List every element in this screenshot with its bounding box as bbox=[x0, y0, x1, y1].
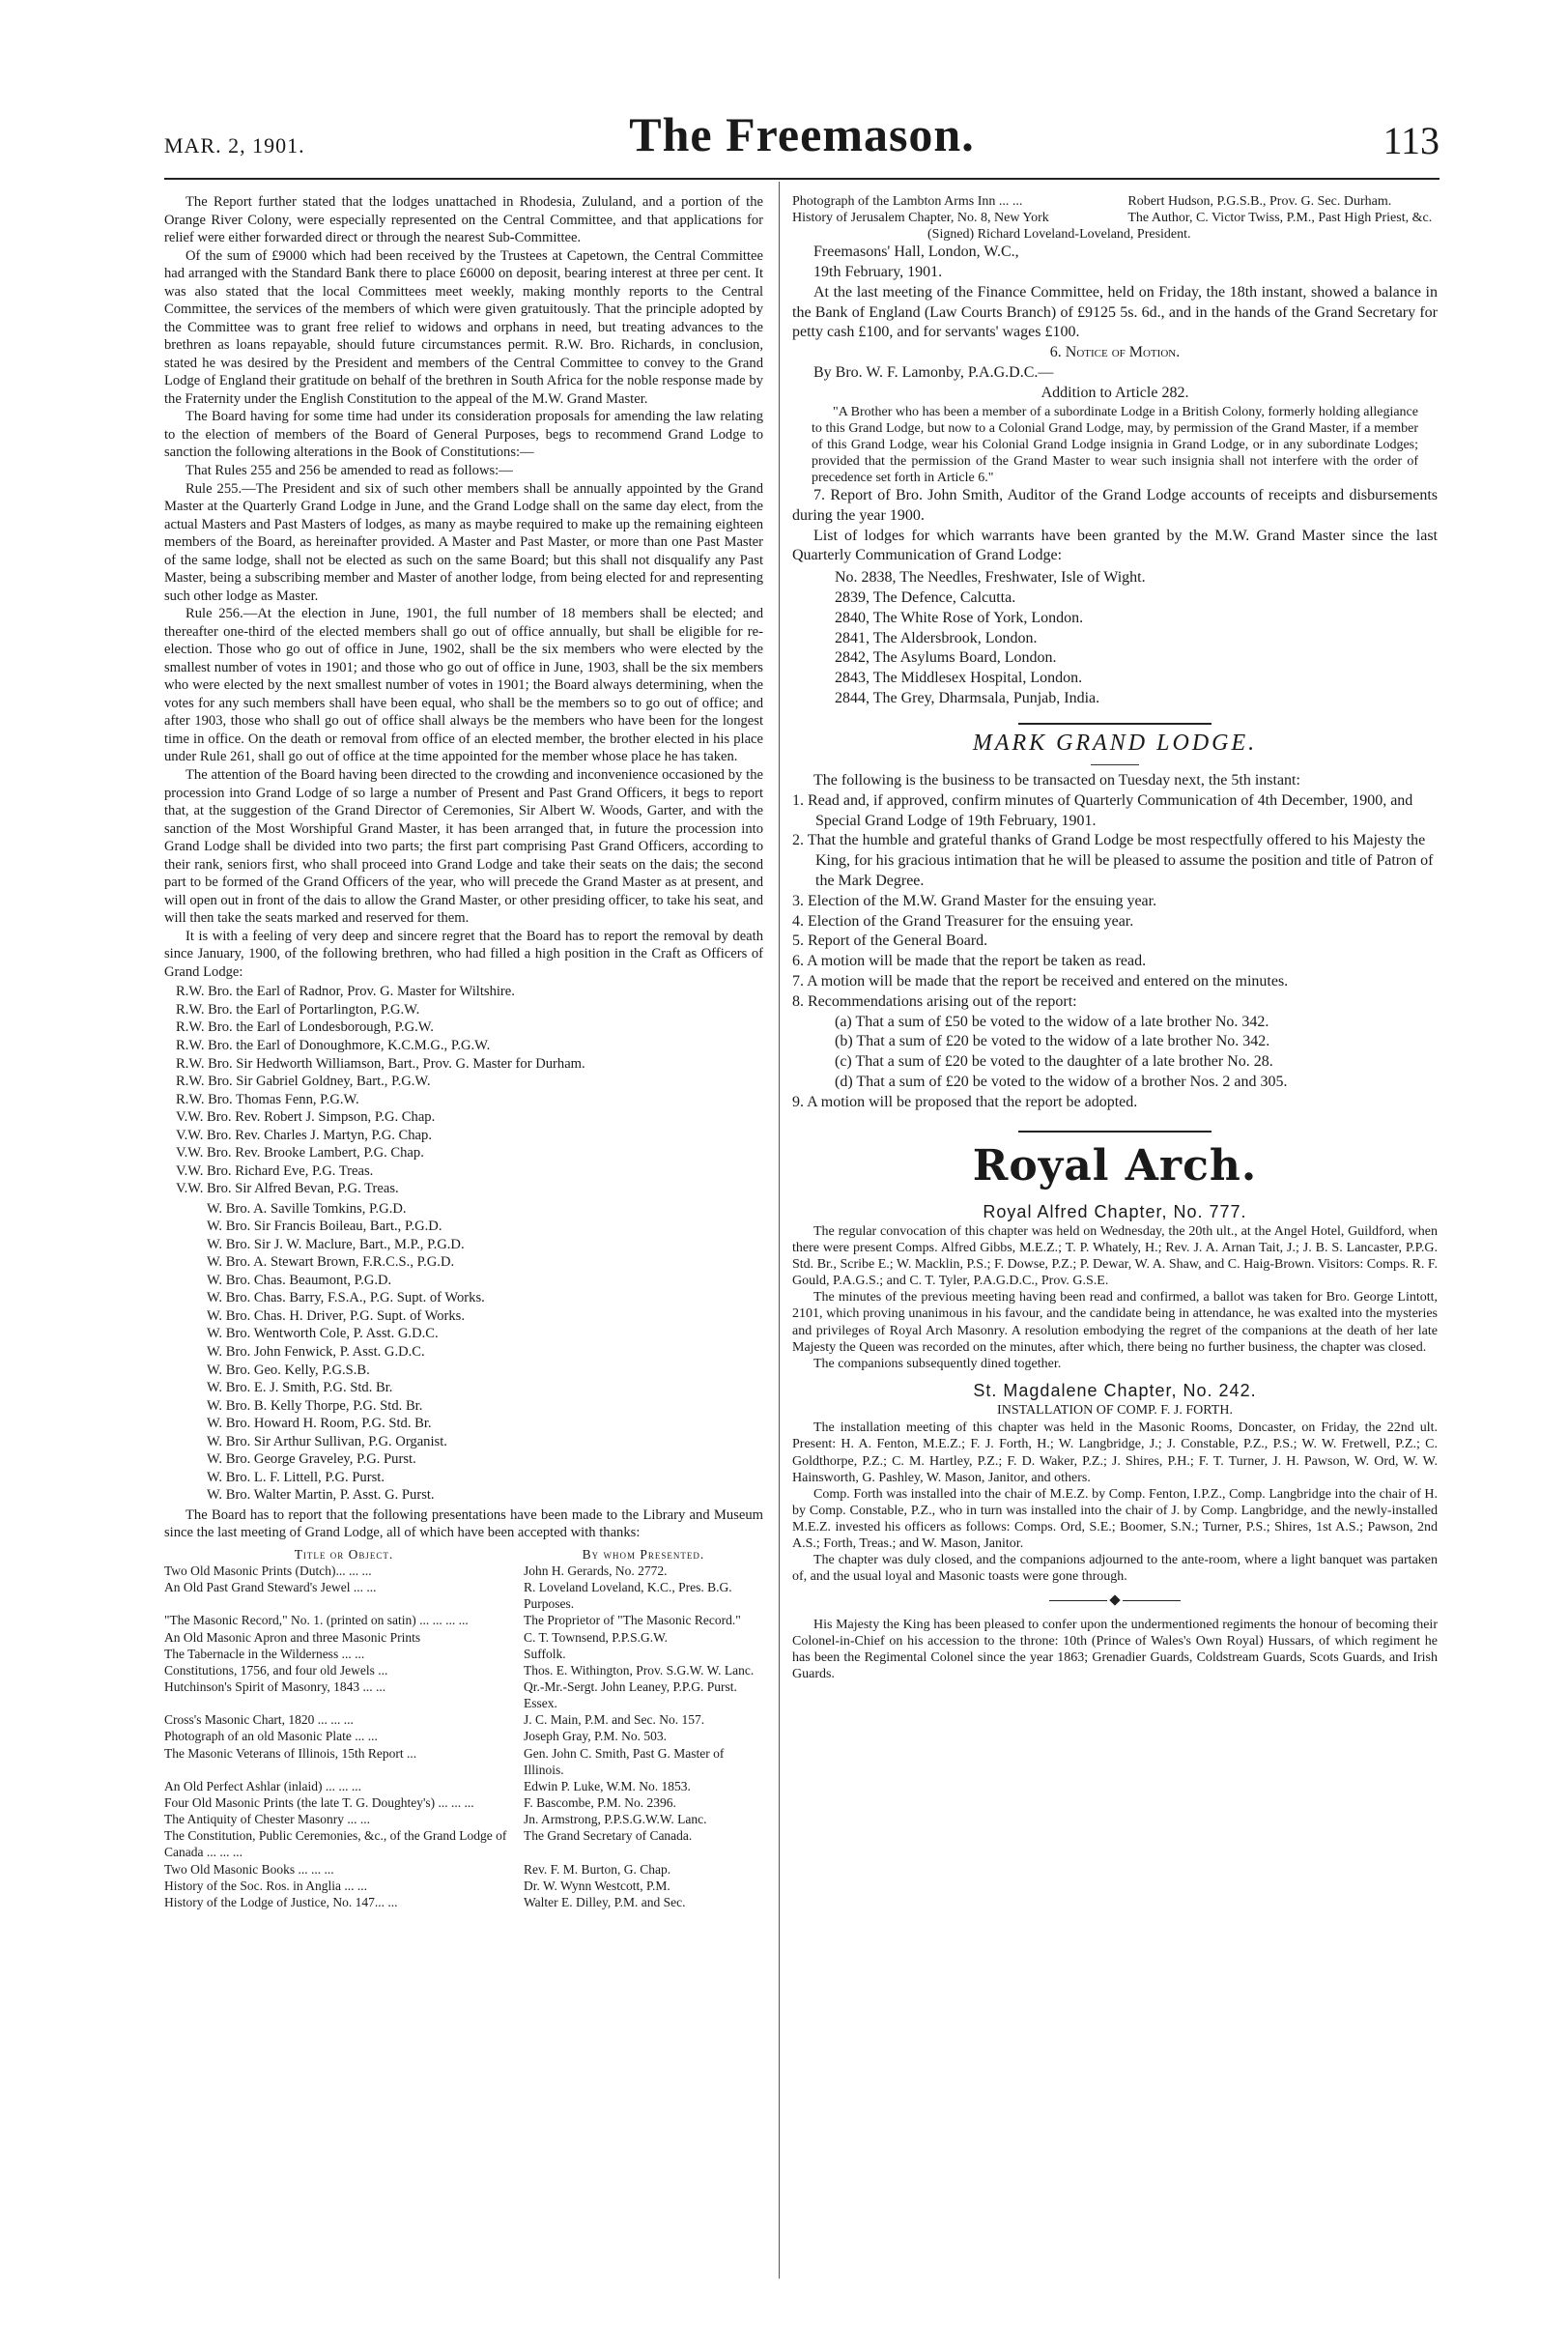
gift-title: Two Old Masonic Books ... ... ... bbox=[164, 1861, 334, 1877]
gift-donor: Suffolk. bbox=[524, 1646, 566, 1661]
issue-date: MAR. 2, 1901. bbox=[164, 133, 305, 158]
gift-donor: C. T. Townsend, P.P.S.G.W. bbox=[524, 1629, 668, 1645]
deceased-item: R.W. Bro. the Earl of Radnor, Prov. G. Master for Wiltshire. bbox=[176, 984, 515, 1000]
paragraph: The companions subsequently dined together. bbox=[813, 1356, 1062, 1371]
recommendation-item: (d) That a sum of £20 be voted to the widow of a brother Nos. 2 and 305. bbox=[835, 1073, 1288, 1090]
masthead-rule bbox=[164, 178, 1440, 180]
deceased-item: R.W. Bro. Thomas Fenn, P.G.W. bbox=[176, 1091, 359, 1107]
gift-title: History of the Lodge of Justice, No. 147... ... bbox=[164, 1894, 398, 1909]
deceased-item: V.W. Bro. Richard Eve, P.G. Treas. bbox=[176, 1162, 374, 1179]
signature: (Signed) Richard Loveland-Loveland, President. bbox=[927, 227, 1191, 243]
paragraph: The regular convocation of this chapter was held on Wednesday, the 20th ult., at the Angel Hotel, Guildford, when there were present Comps. Alfred Gibbs, M.E.Z.; T. P. Whately, H.; Rev. J. A. Arnan Tait, J.; J. B. S. Lancaster, P.P.G. Std. Br., Scribe E.; W. Macklin, P.S.; F. Dowse, P.Z.; P. Dewar, W. A. Shaw, and C. Haig-Brown. Visitors: Comps. R. F. Gould, P.A.G.S.; and C. T. Tyler, P.A.G.D.C., Prov. G.S.E. bbox=[792, 1224, 1438, 1289]
agenda-item: 2. That the humble and grateful thanks of Grand Lodge be most respectfully offered to his Majesty the King, for his gracious intimation that he will be pleased to assume the position and title of Patron of the Mark Degree. bbox=[792, 832, 1434, 889]
gift-donor: Gen. John C. Smith, Past G. Master of Illinois. bbox=[524, 1745, 725, 1777]
deceased-item: W. Bro. Sir Arthur Sullivan, P.G. Organist. bbox=[207, 1433, 447, 1449]
heading-rule bbox=[1018, 1131, 1212, 1133]
column-header: Title or Object. bbox=[294, 1546, 394, 1562]
gift-donor: Robert Hudson, P.G.S.B., Prov. G. Sec. Durham. bbox=[1127, 194, 1392, 209]
paragraph: 7. Report of Bro. John Smith, Auditor of the Grand Lodge accounts of receipts and disbursements during the year 1900. bbox=[792, 487, 1438, 524]
gift-donor: F. Bascombe, P.M. No. 2396. bbox=[524, 1794, 676, 1810]
mark-agenda-end bbox=[792, 1093, 1438, 1113]
rule-255: Rule 255.—The President and six of such other members shall be annually appointed by the Grand Master at the Quarterly Grand Lodge in June, and the Grand Lodge shall on the same day elect, from the actual Masters and Past Masters of lodges, as many as maybe required to make up the remaining eighteen members of the Board, as hereinafter provided. A Master and Past Master, or more than one Past Master of the same lodge, shall not be elected as such on the same Board; but this shall not disqualify any Past Master, being a subscribing member and Master of another lodge, from being elected for and representing such other lodge as Master. bbox=[164, 480, 763, 604]
gift-donor: The Proprietor of "The Masonic Record." bbox=[524, 1613, 741, 1628]
deceased-item: W. Bro. Sir J. W. Maclure, Bart., M.P., P.G.D. bbox=[207, 1236, 465, 1252]
deceased-item: V.W. Bro. Rev. Robert J. Simpson, P.G. Chap. bbox=[176, 1109, 436, 1126]
gift-title: History of the Soc. Ros. in Anglia ... ... bbox=[164, 1878, 367, 1893]
deceased-item: W. Bro. A. Saville Tomkins, P.G.D. bbox=[207, 1200, 407, 1217]
chapter-report bbox=[792, 1223, 1438, 1372]
deceased-item: V.W. Bro. Sir Alfred Bevan, P.G. Treas. bbox=[176, 1181, 399, 1197]
mark-agenda bbox=[792, 791, 1438, 1013]
gift-title: Cross's Masonic Chart, 1820 ... ... ... bbox=[164, 1712, 354, 1728]
subheading: Addition to Article 282. bbox=[1041, 384, 1189, 401]
section-title: Royal Arch. bbox=[972, 1140, 1258, 1190]
left-column bbox=[164, 193, 763, 1910]
quoted-motion: "A Brother who has been a member of a subordinate Lodge in a British Colony, formerly holding allegiance to this Grand Lodge, but now to a Colonial Grand Lodge, may, by permission of the Grand Master, if a member of this Grand Lodge, wear his Colonial Grand Lodge insignia in Grand Lodge, or in any subordinate Lodges; provided that the permission of the Grand Master to wear such insignia shall not interfere with the order of precedence set forth in Article 6." bbox=[812, 404, 1418, 485]
lodge-item: No. 2838, The Needles, Freshwater, Isle of Wight. bbox=[835, 569, 1146, 587]
lodge-item: 2839, The Defence, Calcutta. bbox=[835, 588, 1016, 606]
deceased-item: R.W. Bro. the Earl of Portarlington, P.G.W. bbox=[176, 1001, 420, 1018]
deceased-item: W. Bro. Chas. Barry, F.S.A., P.G. Supt. of Works. bbox=[207, 1290, 485, 1306]
paragraph: The chapter was duly closed, and the companions adjourned to the ante-room, where a light banquet was partaken of, and the usual loyal and Masonic toasts were gone through. bbox=[792, 1552, 1438, 1585]
recommendation-item: (b) That a sum of £20 be voted to the widow of a late brother No. 342. bbox=[835, 1033, 1270, 1050]
paragraph: The Board has to report that the following presentations have been made to the Library and Museum since the last meeting of Grand Lodge, all of which have been accepted with thanks: bbox=[164, 1506, 763, 1541]
gift-title: Four Old Masonic Prints (the late T. G. Doughtey's) ... ... ... bbox=[164, 1794, 474, 1810]
new-lodges-list bbox=[792, 568, 1438, 709]
address-date: 19th February, 1901. bbox=[813, 264, 943, 281]
deceased-item: W. Bro. Chas. H. Driver, P.G. Supt. of Works. bbox=[207, 1307, 466, 1324]
chapter-subtitle: INSTALLATION OF COMP. F. J. FORTH. bbox=[997, 1403, 1233, 1419]
agenda-item: 8. Recommendations arising out of the report: bbox=[792, 992, 1077, 1010]
chapter-title: St. Magdalene Chapter, No. 242. bbox=[973, 1380, 1257, 1400]
deceased-item: W. Bro. Chas. Beaumont, P.G.D. bbox=[207, 1272, 392, 1288]
deceased-item: R.W. Bro. Sir Gabriel Goldney, Bart., P.G.W. bbox=[176, 1074, 431, 1090]
deceased-item: W. Bro. L. F. Littell, P.G. Purst. bbox=[207, 1469, 385, 1485]
deceased-item: W. Bro. A. Stewart Brown, F.R.C.S., P.G.D. bbox=[207, 1254, 455, 1271]
deceased-item: W. Bro. George Graveley, P.G. Purst. bbox=[207, 1451, 416, 1468]
deceased-item: R.W. Bro. the Earl of Donoughmore, K.C.M.G., P.G.W. bbox=[176, 1037, 491, 1053]
agenda-item: 7. A motion will be made that the report be received and entered on the minutes. bbox=[792, 972, 1289, 990]
right-column bbox=[792, 193, 1438, 1682]
agenda-item: 1. Read and, if approved, confirm minutes of Quarterly Communication of 4th December, 1900, and Special Grand Lodge of 19th February, 1901. bbox=[792, 791, 1413, 829]
column-header: By whom Presented. bbox=[582, 1546, 705, 1562]
agenda-item: 5. Report of the General Board. bbox=[792, 932, 988, 950]
deceased-item: W. Bro. B. Kelly Thorpe, P.G. Std. Br. bbox=[207, 1397, 423, 1414]
recommendation-item: (c) That a sum of £20 be voted to the daughter of a late brother No. 28. bbox=[835, 1053, 1273, 1071]
deceased-item: V.W. Bro. Rev. Brooke Lambert, P.G. Chap. bbox=[176, 1145, 424, 1162]
agenda-item: 6. A motion will be made that the report be taken as read. bbox=[792, 953, 1147, 970]
gift-donor: Thos. E. Withington, Prov. S.G.W. W. Lanc. bbox=[524, 1662, 755, 1678]
gift-title: Two Old Masonic Prints (Dutch)... ... ... bbox=[164, 1563, 372, 1578]
gift-title: An Old Past Grand Steward's Jewel ... ... bbox=[164, 1580, 377, 1595]
paragraph: List of lodges for which warrants have been granted by the M.W. Grand Master since the last Quarterly Communication of Grand Lodge: bbox=[792, 527, 1438, 564]
agenda-item: 4. Election of the Grand Treasurer for the ensuing year. bbox=[792, 912, 1134, 930]
deceased-item: W. Bro. Wentworth Cole, P. Asst. G.D.C. bbox=[207, 1326, 439, 1342]
paragraph: The following is the business to be transacted on Tuesday next, the 5th instant: bbox=[813, 771, 1300, 789]
heading-rule bbox=[1091, 764, 1139, 765]
deceased-item: R.W. Bro. the Earl of Londesborough, P.G.W. bbox=[176, 1019, 434, 1036]
address: Freemasons' Hall, London, W.C., bbox=[813, 244, 1019, 261]
gift-donor: Qr.-Mr.-Sergt. John Leaney, P.P.G. Purst. Essex. bbox=[524, 1678, 737, 1711]
page-number: 113 bbox=[1383, 119, 1440, 162]
rule-256: Rule 256.—At the election in June, 1901, the full number of 18 members shall be elected; and thereafter one-third of the elected members shall go out of office annually, but shall be eligible for re-election. Those who go out of office in June, 1902, shall be the six members who were elected by the smallest number of votes in 1901; and those who go out of office in June, 1903, shall be the six members who were elected by the next smallest number of votes in 1901; the Board always determining, when the votes for any such members shall have been equal, who shall be the members so to go out of office; and after 1903, those who shall go out of office shall always be the members who have been for the longest time in office. On the death or removal from office of an elected member, the brother elected in his place under Rule 261, shall go out of office at the time appointed for the member whose place he has taken. bbox=[164, 606, 763, 765]
deceased-item: W. Bro. Walter Martin, P. Asst. G. Purst. bbox=[207, 1487, 435, 1504]
column-divider bbox=[779, 182, 780, 2279]
gift-donor: Dr. W. Wynn Westcott, P.M. bbox=[524, 1878, 670, 1893]
paragraph: The Board having for some time had under its consideration proposals for amending the law relating to the election of members of the Board of General Purposes, begs to recommend Grand Lodge to sanction the following alterations in the Book of Constitutions:— bbox=[164, 409, 763, 461]
gift-title: An Old Perfect Ashlar (inlaid) ... ... ... bbox=[164, 1778, 361, 1793]
paragraph: Comp. Forth was installed into the chair of M.E.Z. by Comp. Fenton, I.P.Z., Comp. Langbridge into the chair of H. by Comp. Constable, P.Z., who in turn was installed into the chair of J. by Comp. Langbridge, and the newly-installed M.E.Z. invested his officers as follows: Comps. Ord, S.E.; Boomer, S.N.; Turner, P.S.; Shires, 1st A.S.; Pawson, 2nd A.S.; Forth, Treas.; and W. Mason, Janitor. bbox=[792, 1486, 1438, 1551]
gift-title: Photograph of the Lambton Arms Inn ... ... bbox=[792, 194, 1023, 209]
masthead bbox=[164, 106, 1440, 174]
deceased-item: V.W. Bro. Rev. Charles J. Martyn, P.G. Chap. bbox=[176, 1127, 432, 1143]
gift-donor: Jn. Armstrong, P.P.S.G.W.W. Lanc. bbox=[524, 1812, 707, 1827]
gift-title: The Tabernacle in the Wilderness ... ... bbox=[164, 1646, 365, 1661]
ornament-divider bbox=[792, 1591, 1438, 1611]
presentations-continued bbox=[792, 193, 1438, 226]
chapter-title: Royal Alfred Chapter, No. 777. bbox=[983, 1201, 1247, 1221]
paragraph: The minutes of the previous meeting having been read and confirmed, a ballot was taken for Bro. George Lintott, 2101, which proving unanimous in his favour, and the candidate being in attendance, he was exalted into the mysteries and privileges of Royal Arch Masonry. A resolution embodying the regret of the companions at the death of her late Majesty the Queen was recorded on the minutes, after which, there being no further business, the chapter was closed. bbox=[792, 1290, 1438, 1355]
paragraph: Of the sum of £9000 which had been received by the Trustees at Capetown, the Central Committee had arranged with the Standard Bank there to place £6000 on deposit, bearing interest at three per cent. It was also stated that the local Committees meet weekly, making monthly reports to the Central Committee, the services of the members of which were given gratuitously. That the principle adopted by the Committee was to grant free relief to widows and orphans in need, but treating advances to the brethren as loans repayable, should future circumstances permit. R.W. Bro. Richards, in conclusion, stated he was desired by the President and members of the Central Committee to convey to the Grand Lodge of England their gratitude on behalf of the brethren in South Africa for the noble response made by the Fraternity under the English Constitution to the appeal of the M.W. Grand Master. bbox=[164, 247, 763, 407]
gift-donor: Walter E. Dilley, P.M. and Sec. bbox=[524, 1894, 686, 1909]
gift-donor: Edwin P. Luke, W.M. No. 1853. bbox=[524, 1778, 691, 1793]
gift-donor: Rev. F. M. Burton, G. Chap. bbox=[524, 1861, 671, 1877]
gift-donor: The Grand Secretary of Canada. bbox=[524, 1828, 693, 1844]
deceased-list-rw bbox=[164, 983, 763, 1197]
deceased-item: W. Bro. John Fenwick, P. Asst. G.D.C. bbox=[207, 1344, 425, 1360]
mark-grand-lodge-heading bbox=[792, 723, 1438, 765]
gift-title: Constitutions, 1756, and four old Jewels ... bbox=[164, 1662, 388, 1678]
paragraph: The attention of the Board having been directed to the crowding and inconvenience occasioned by the procession into Grand Lodge of so large a number of Present and Past Grand Officers, it begs to report that, at the suggestion of the Grand Director of Ceremonies, Sir Albert W. Woods, Garter, and with the sanction of the Most Worshipful Grand Master, it has been arranged that, in future the procession into Grand Lodge shall be divided into two parts; the first part comprising Past Grand Officers, according to their rank, seniors first, who shall proceed into Grand Lodge and take their seats on the dais; the second part to be formed of the Grand Officers of the year, who will precede the Grand Master as at present, and will open out in front of the dais to allow the Grand Master, or other presiding officer, to take his seat, and will then take the seats marked and reserved for them. bbox=[164, 767, 763, 927]
section-title: MARK GRAND LODGE. bbox=[972, 730, 1258, 756]
section-heading: 6. Notice of Motion. bbox=[1049, 344, 1181, 361]
agenda-item: 9. A motion will be proposed that the report be adopted. bbox=[792, 1093, 1138, 1110]
deceased-list-w bbox=[164, 1200, 763, 1505]
chapter-report bbox=[792, 1420, 1438, 1585]
royal-arch-heading bbox=[792, 1131, 1438, 1193]
gift-title: The Antiquity of Chester Masonry ... ... bbox=[164, 1812, 370, 1827]
gift-donor: J. C. Main, P.M. and Sec. No. 157. bbox=[524, 1712, 705, 1728]
gift-donor: R. Loveland Loveland, K.C., Pres. B.G. Purposes. bbox=[524, 1580, 732, 1612]
deceased-item: W. Bro. Howard H. Room, P.G. Std. Br. bbox=[207, 1416, 432, 1432]
lodge-item: 2844, The Grey, Dharmsala, Punjab, India. bbox=[835, 689, 1100, 706]
paragraph: The Report further stated that the lodges unattached in Rhodesia, Zululand, and a portion of the Orange River Colony, were especially represented on the Central Committee, and that applications for relief were either forwarded direct or through the nearest Sub-Committee. bbox=[164, 194, 763, 246]
newspaper-title: The Freemason. bbox=[629, 107, 975, 161]
gift-title: History of Jerusalem Chapter, No. 8, New York bbox=[792, 211, 1049, 226]
deceased-item: W. Bro. E. J. Smith, P.G. Std. Br. bbox=[207, 1380, 393, 1396]
lodge-item: 2843, The Middlesex Hospital, London. bbox=[835, 670, 1083, 687]
deceased-item: W. Bro. Geo. Kelly, P.G.S.B. bbox=[207, 1362, 370, 1378]
gift-donor: John H. Gerards, No. 2772. bbox=[524, 1563, 668, 1578]
lodge-item: 2841, The Aldersbrook, London. bbox=[835, 629, 1038, 646]
paragraph: The installation meeting of this chapter was held in the Masonic Rooms, Doncaster, on Friday, the 22nd ult. Present: H. A. Fenton, M.E.Z.; F. J. Forth, H.; W. Langbridge, J.; J. Constable, P.Z., P.S.; W. W. Fretwell, P.Z.; C. Goldthorpe, P.Z.; C. M. Hartley, P.Z.; F. D. Waker, P.Z.; J. Shires, P.H.; F. T. Turner, J. H. Pawson, W. Ord, W. W. Hainsworth, G. Pashley, W. Mason, Janitor, and others. bbox=[792, 1420, 1438, 1485]
gift-title: "The Masonic Record," No. 1. (printed on satin) ... ... ... ... bbox=[164, 1613, 469, 1628]
paragraph: It is with a feeling of very deep and sincere regret that the Board has to report the removal by death since January, 1900, of the following brethren, who had filled a high position in the Craft as Officers of Grand Lodge: bbox=[164, 928, 763, 980]
recommendation-item: (a) That a sum of £50 be voted to the widow of a late brother No. 342. bbox=[835, 1013, 1269, 1030]
heading-rule bbox=[1018, 723, 1212, 725]
presentations-table bbox=[164, 1546, 763, 1910]
gift-title: The Masonic Veterans of Illinois, 15th Report ... bbox=[164, 1745, 417, 1761]
gift-title: An Old Masonic Apron and three Masonic Prints bbox=[164, 1629, 421, 1645]
lodge-item: 2840, The White Rose of York, London. bbox=[835, 609, 1084, 626]
deceased-item: R.W. Bro. Sir Hedworth Williamson, Bart., Prov. G. Master for Durham. bbox=[176, 1055, 585, 1072]
gift-title: Photograph of an old Masonic Plate ... ... bbox=[164, 1729, 378, 1744]
gift-donor: The Author, C. Victor Twiss, P.M., Past High Priest, &c. bbox=[1127, 211, 1433, 226]
paragraph: His Majesty the King has been pleased to confer upon the undermentioned regiments the honour of becoming their Colonel-in-Chief on his accession to the throne: 10th (Prince of Wales's Own Royal) Hussars, of which regiment he has been the Regimental Colonel since the year 1863; Grenadier Guards, Coldstream Guards, Scots Guards, and Irish Guards. bbox=[792, 1617, 1438, 1682]
deceased-item: W. Bro. Sir Francis Boileau, Bart., P.G.D. bbox=[207, 1219, 442, 1235]
paragraph: That Rules 255 and 256 be amended to read as follows:— bbox=[185, 462, 513, 478]
lodge-item: 2842, The Asylums Board, London. bbox=[835, 649, 1057, 667]
gift-donor: Joseph Gray, P.M. No. 503. bbox=[524, 1729, 667, 1744]
recommendations-list bbox=[792, 1013, 1438, 1093]
gift-title: The Constitution, Public Ceremonies, &c., of the Grand Lodge of Canada ... ... ... bbox=[164, 1828, 507, 1860]
paragraph: By Bro. W. F. Lamonby, P.A.G.D.C.— bbox=[813, 364, 1054, 382]
gift-title: Hutchinson's Spirit of Masonry, 1843 ... ... bbox=[164, 1678, 386, 1694]
paragraph: At the last meeting of the Finance Committee, held on Friday, the 18th instant, showed a balance in the Bank of England (Law Courts Branch) of £9125 5s. 6d., and in the hands of the Grand Secretary for petty cash £100, and for servants' wages £100. bbox=[792, 283, 1438, 341]
agenda-item: 3. Election of the M.W. Grand Master for the ensuing year. bbox=[792, 892, 1157, 909]
